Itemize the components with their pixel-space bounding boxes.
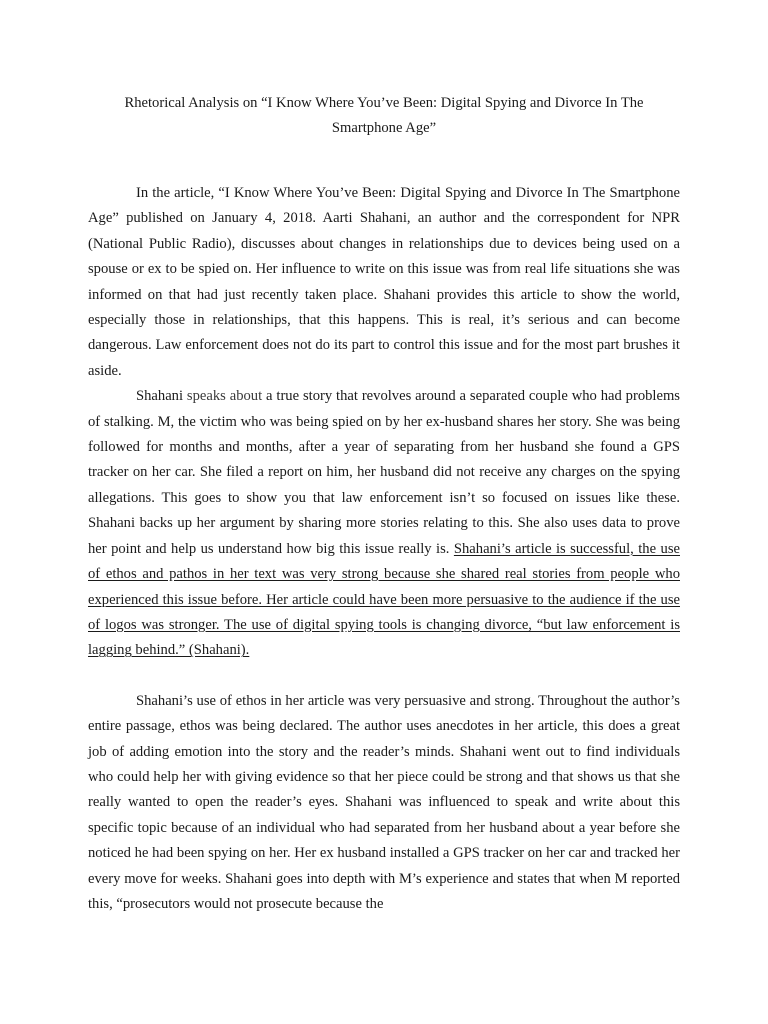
document-body	[88, 181, 680, 917]
paragraph-summary-subject: Shahani	[136, 388, 184, 405]
document-title: Rhetorical Analysis on “I Know Where You’ve Been: Digital Spying and Divorce In The Smartphone Age”	[124, 95, 644, 136]
paragraph-summary-text: a true story that revolves around a separated couple who had problems of stalking. M, the victim who was being spied on by her ex-husband shares her story. She was being followed for months and months, after a year of separating from her husband she found a GPS tracker on her car. She filed a report on him, her husband did not receive any charges on the spying allegations. This goes to show you that law enforcement isn’t so focused on issues like these. Shahani backs up her argument by sharing more stories relating to this. She also uses data to prove her point and help us understand how big this issue really is.	[88, 388, 680, 557]
paragraph-ethos: Shahani’s use of ethos in her article was very persuasive and strong. Throughout the author’s entire passage, ethos was being declared. The author uses anecdotes in her article, this does a great job of adding emotion into the story and the reader’s minds. Shahani went out to find individuals who could help her with giving evidence so that her piece could be strong and that shows us that she really wanted to open the reader’s eyes. Shahani was influenced to speak and write about this specific topic because of an individual who had separated from her husband about a year before she noticed he had been spying on her. Her ex husband installed a GPS tracker on her car and tracked her every move for weeks. Shahani goes into depth with M’s experience and states that when M reported this, “prosecutors would not prosecute because the	[88, 692, 680, 912]
thesis-statement: Shahani’s article is successful, the use of ethos and pathos in her text was very strong because she shared real stories from people who experienced this issue before. Her article could have been more persuasive to the audience if the use of logos was stronger. The use of digital spying tools is changing divorce, “but law enforcement is lagging behind.” (Shahani).	[88, 540, 680, 659]
paragraph-summary	[88, 384, 680, 663]
paragraph-summary-verb: speaks about	[186, 388, 263, 405]
paragraph-introduction: In the article, “I Know Where You’ve Been: Digital Spying and Divorce In The Smartphone Age” published on January 4, 2018. Aarti Shahani, an author and the correspondent for NPR (National Public Radio), discusses about changes in relationships due to devices being used on a spouse or ex to be spied on. Her influence to write on this issue was from real life situations she was informed on that had just recently taken place. Shahani provides this article to show the world, especially those in relationships, that this happens. This is real, it’s serious and can become dangerous. Law enforcement does not do its part to control this issue and for the most part brushes it aside.	[88, 185, 680, 379]
